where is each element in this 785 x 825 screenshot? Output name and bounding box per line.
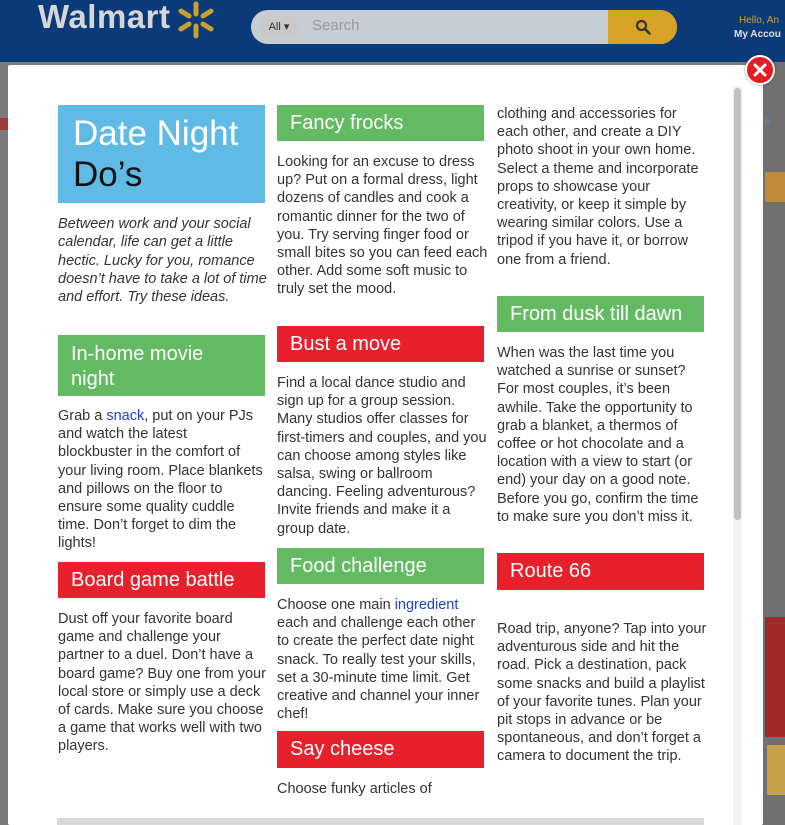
- scrollbar-thumb[interactable]: [734, 88, 741, 520]
- heading-food-challenge: Food challenge: [277, 548, 484, 584]
- dimmed-banner-fragment: [0, 118, 8, 130]
- modal-bottom-strip: [57, 818, 704, 825]
- dimmed-banner-fragment: [767, 745, 785, 795]
- search-button[interactable]: [608, 10, 677, 44]
- walmart-logo[interactable]: Walmart: [38, 0, 171, 35]
- heading-fancy-frocks: Fancy frocks: [277, 105, 484, 141]
- greeting-text: Hello, An: [739, 15, 780, 26]
- heading-route-66: Route 66: [497, 553, 704, 590]
- snack-link[interactable]: snack: [106, 408, 145, 424]
- search-icon: [635, 19, 651, 35]
- search-input[interactable]: Search: [312, 17, 360, 34]
- section-movie-text: Grab a snack, put on your PJs and watch the latest blockbuster in the comfort of your living room. Place blankets and pillows on the floor to ensure some quality cuddle time. Don’t forget to dim the lights!: [58, 408, 263, 552]
- section-route-text: Road trip, anyone? Tap into your adventurous side and hit the road. Pick a destination, pack some snacks and build a playlist of your favorite tunes. Plan your pit stops in advance or be spontaneous, and don’t forget a camera to document the trip.: [497, 621, 707, 765]
- spark-logo-icon: [176, 0, 220, 44]
- section-board-text: Dust off your favorite board game and challenge your partner to a duel. Don’t have a board game? Buy one from your local store or simply use a deck of cards. Make sure you choose a game that works well with two players.: [58, 611, 266, 755]
- search-scope-dropdown[interactable]: All ▾: [259, 16, 299, 38]
- heading-board-game-battle: Board game battle: [58, 562, 265, 598]
- heading-in-home-movie-night: In-home movie night: [58, 335, 265, 396]
- dimmed-banner-fragment: [765, 172, 785, 202]
- article-intro: Between work and your social calendar, life can get a little hectic. Lucky for you, romance doesn’t have to take a lot of time and effort. Try these ideas.: [58, 216, 267, 306]
- heading-say-cheese: Say cheese: [277, 731, 484, 768]
- close-modal-button[interactable]: [745, 55, 775, 85]
- heading-from-dusk-till-dawn: From dusk till dawn: [497, 296, 704, 332]
- section-dusk-text: When was the last time you watched a sunrise or sunset? For most couples, it’s been awhile. Take the opportunity to grab a blanket, a thermos of coffee or hot chocolate and a location with a view to start (or end) your day on a good note. Before you go, confirm the time to make sure you don’t miss it.: [497, 345, 699, 525]
- section-cheese-text: Choose funky articles of: [277, 781, 432, 797]
- section-food-text: Choose one main ingredient each and challenge each other to create the perfect date night snack. To really test your skills, set a 30-minute time limit. Get creative and channel your inner chef!: [277, 597, 480, 723]
- my-account-link[interactable]: My Accou: [734, 29, 781, 40]
- section-dance-text: Find a local dance studio and sign up for a group session. Many studios offer classes for first-timers and couples, and you can choose among styles like salsa, swing or ballroom dancing. Feeling adventurous? Invite friends and make it a group date.: [277, 375, 487, 537]
- ingredient-link[interactable]: ingredient: [394, 597, 459, 613]
- section-cheese-text-continued: clothing and accessories for each other, and create a DIY photo shoot in your own home. Select a theme and incorporate props to showcase your creativity, or keep it simple by wearing similar colors. Use a tripod if you have it, or borrow one from a friend.: [497, 106, 699, 268]
- dimmed-link-fragment: e: [764, 116, 771, 128]
- dimmed-banner-fragment: [765, 617, 785, 737]
- close-icon: [753, 63, 767, 77]
- article-title-second-line: Do’s: [73, 155, 143, 194]
- article-title: Date Night: [73, 114, 239, 153]
- heading-bust-a-move: Bust a move: [277, 326, 484, 362]
- section-frocks-text: Looking for an excuse to dress up? Put on a formal dress, light dozens of candles and cook a romantic dinner for the two of you. Try serving finger food or small bites so you can feed each other. Add some soft music to truly set the mood.: [277, 154, 488, 298]
